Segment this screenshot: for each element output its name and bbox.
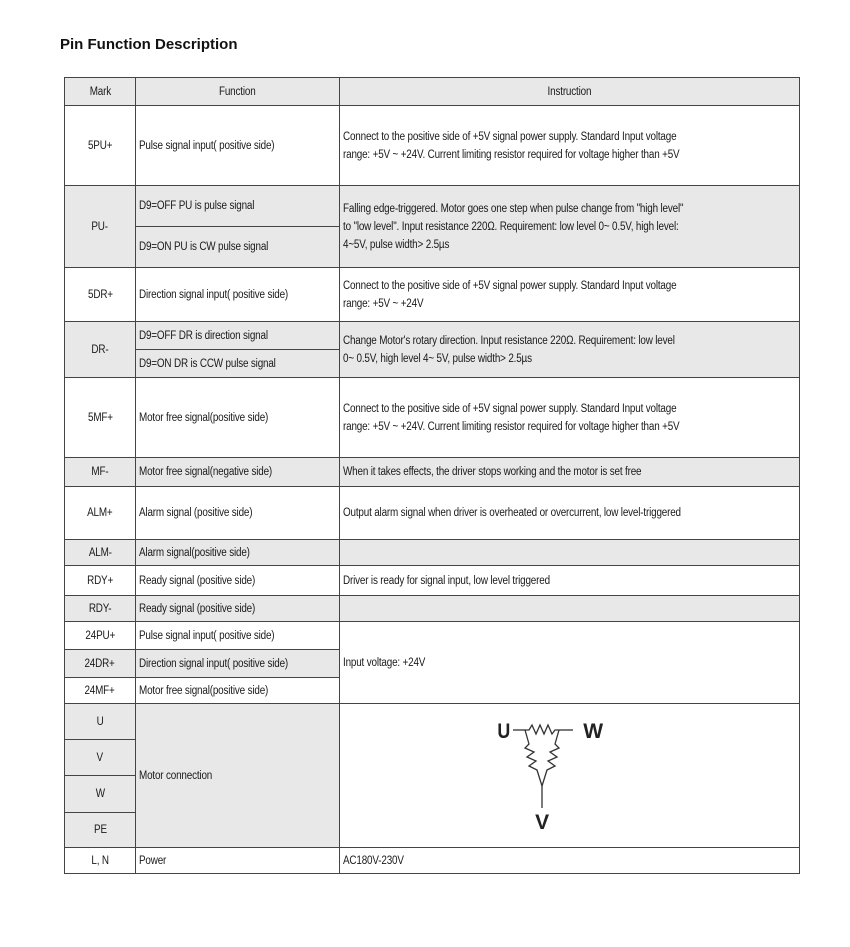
function-power: Power	[136, 848, 340, 874]
instruction-rdy-plus: Driver is ready for signal input, low level triggered	[340, 566, 800, 596]
resistor-network-icon	[513, 725, 573, 808]
mark-u: U	[65, 704, 136, 740]
mark-alm-plus: ALM+	[65, 487, 136, 540]
mark-24pu-plus: 24PU+	[65, 622, 136, 650]
mark-5mf-plus: 5MF+	[65, 378, 136, 458]
function-alm-minus: Alarm signal(positive side)	[136, 540, 340, 566]
mark-l-n: L, N	[65, 848, 136, 874]
instruction-24v-inputs: Input voltage: +24V	[340, 622, 800, 704]
instruction-alm-minus	[340, 540, 800, 566]
instruction-5dr-plus: Connect to the positive side of +5V signal power supply. Standard Input voltage range: +5V ~ +24V	[340, 268, 800, 322]
header-instruction: Instruction	[340, 78, 800, 106]
instruction-pu-minus: Falling edge-triggered. Motor goes one step when pulse change from "high level" to "low level". Input resistance 220Ω. Requirement: low level 0~ 0.5V, high level: 4~5V, pulse width> 2.5µs	[340, 186, 800, 268]
instruction-rdy-minus	[340, 596, 800, 622]
mark-dr-minus: DR-	[65, 322, 136, 378]
instruction-mf-minus: When it takes effects, the driver stops working and the motor is set free	[340, 458, 800, 487]
mark-5dr-plus: 5DR+	[65, 268, 136, 322]
header-function: Function	[136, 78, 340, 106]
instruction-5pu-plus: Connect to the positive side of +5V signal power supply. Standard Input voltage range: +5V ~ +24V. Current limiting resistor required for voltage higher than +5V	[340, 106, 800, 186]
function-pu-minus-d9-off: D9=OFF PU is pulse signal	[136, 186, 340, 227]
delta-winding-diagram	[485, 708, 625, 840]
instruction-dr-minus: Change Motor's rotary direction. Input resistance 220Ω. Requirement: low level 0~ 0.5V, high level 4~ 5V, pulse width> 2.5µs	[340, 322, 800, 378]
function-24dr-plus: Direction signal input( positive side)	[136, 650, 340, 678]
mark-pu-minus: PU-	[65, 186, 136, 268]
mark-v: V	[65, 740, 136, 776]
function-5dr-plus: Direction signal input( positive side)	[136, 268, 340, 322]
diagram-label-w: W	[583, 720, 603, 743]
function-rdy-minus: Ready signal (positive side)	[136, 596, 340, 622]
diagram-label-u: U	[497, 719, 511, 744]
function-rdy-plus: Ready signal (positive side)	[136, 566, 340, 596]
function-5pu-plus: Pulse signal input( positive side)	[136, 106, 340, 186]
function-pu-minus-d9-on: D9=ON PU is CW pulse signal	[136, 227, 340, 268]
instruction-power: AC180V-230V	[340, 848, 800, 874]
function-motor-connection: Motor connection	[136, 704, 340, 848]
function-dr-minus-d9-on: D9=ON DR is CCW pulse signal	[136, 350, 340, 378]
instruction-motor-diagram	[340, 704, 800, 848]
instruction-alm-plus: Output alarm signal when driver is overheated or overcurrent, low level-triggered	[340, 487, 800, 540]
page-title: Pin Function Description	[60, 36, 238, 53]
mark-rdy-minus: RDY-	[65, 596, 136, 622]
function-alm-plus: Alarm signal (positive side)	[136, 487, 340, 540]
header-mark: Mark	[65, 78, 136, 106]
mark-pe: PE	[65, 813, 136, 848]
function-dr-minus-d9-off: D9=OFF DR is direction signal	[136, 322, 340, 350]
mark-24dr-plus: 24DR+	[65, 650, 136, 678]
mark-5pu-plus: 5PU+	[65, 106, 136, 186]
mark-w: W	[65, 776, 136, 813]
diagram-label-v: V	[535, 811, 549, 834]
function-24mf-plus: Motor free signal(positive side)	[136, 678, 340, 704]
mark-24mf-plus: 24MF+	[65, 678, 136, 704]
function-24pu-plus: Pulse signal input( positive side)	[136, 622, 340, 650]
instruction-5mf-plus: Connect to the positive side of +5V signal power supply. Standard Input voltage range: +5V ~ +24V. Current limiting resistor required for voltage higher than +5V	[340, 378, 800, 458]
mark-rdy-plus: RDY+	[65, 566, 136, 596]
function-mf-minus: Motor free signal(negative side)	[136, 458, 340, 487]
mark-alm-minus: ALM-	[65, 540, 136, 566]
mark-mf-minus: MF-	[65, 458, 136, 487]
function-5mf-plus: Motor free signal(positive side)	[136, 378, 340, 458]
